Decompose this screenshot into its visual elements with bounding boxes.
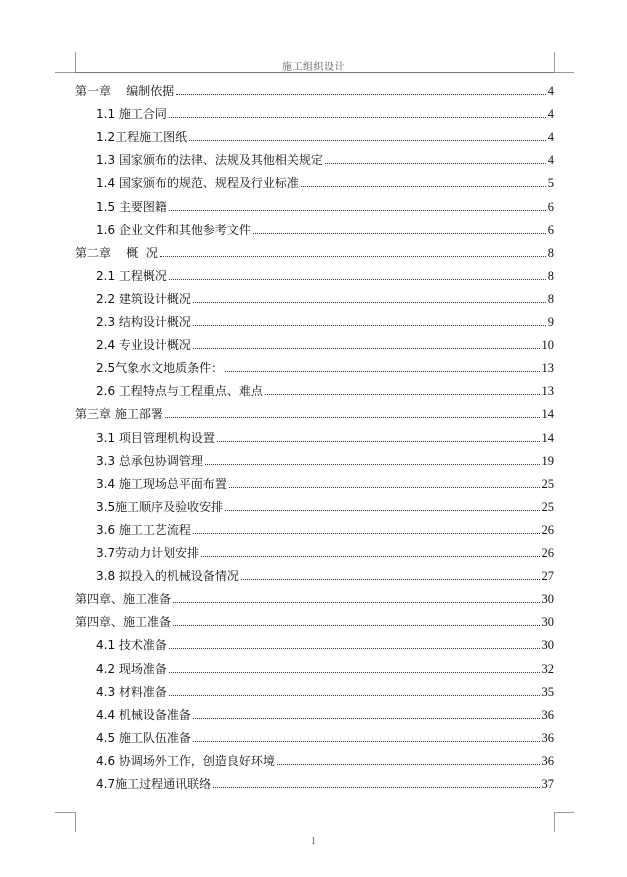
toc-dot-leader: [225, 371, 539, 372]
page-header-title: 施工组织设计: [282, 62, 345, 73]
toc-entry[interactable]: [96, 146, 554, 168]
toc-entry-label: 3.8 拟投入的机械设备情况: [96, 569, 239, 584]
toc-entry-page: 6: [547, 199, 554, 214]
toc-entry-label: 2.4 专业设计概况: [96, 338, 191, 353]
toc-entry-page: 4: [547, 130, 554, 145]
toc-entry-label: 3.6 施工工艺流程: [96, 522, 191, 537]
toc-entry-label: 第三章 施工部署: [75, 407, 163, 422]
toc-entry[interactable]: [96, 562, 554, 584]
toc-dot-leader: [173, 625, 539, 626]
page-number: 1: [311, 836, 316, 847]
toc-entry[interactable]: [96, 216, 554, 238]
toc-entry-label: 2.2 建筑设计概况: [96, 291, 191, 306]
toc-entry-page: 8: [547, 245, 554, 260]
toc-dot-leader: [169, 210, 546, 211]
toc-entry-label: 1.5 主要图籍: [96, 199, 167, 214]
toc-dot-leader: [325, 163, 546, 164]
toc-entry[interactable]: [96, 747, 554, 769]
toc-entry-label: 4.5 施工队伍准备: [96, 730, 191, 745]
toc-dot-leader: [225, 510, 539, 511]
toc-entry-label: 1.6 企业文件和其他参考文件: [96, 222, 251, 237]
toc-entry-page: 32: [541, 661, 554, 676]
crop-mark: [55, 812, 75, 813]
toc-dot-leader: [169, 648, 540, 649]
toc-dot-leader: [241, 579, 540, 580]
toc-entry-page: 5: [547, 176, 554, 191]
toc-dot-leader: [189, 140, 546, 141]
toc-entry[interactable]: [96, 701, 554, 723]
header-rule: [75, 72, 554, 73]
toc-entry-label: 3.5施工顺序及验收安排: [96, 499, 224, 514]
toc-entry-label: 1.3 国家颁布的法律、法规及其他相关规定: [96, 153, 323, 168]
toc-entry-page: 13: [541, 384, 554, 399]
toc-entry[interactable]: [96, 770, 554, 792]
toc-dot-leader: [265, 394, 540, 395]
toc-entry-label: 4.2 现场准备: [96, 661, 167, 676]
toc-entry[interactable]: [96, 308, 554, 330]
crop-mark: [554, 812, 574, 813]
toc-entry[interactable]: [96, 631, 554, 653]
toc-entry[interactable]: [75, 585, 554, 607]
toc-dot-leader: [169, 672, 540, 673]
toc-entry-label: 2.1 工程概况: [96, 268, 167, 283]
toc-entry-label: 4.1 技术准备: [96, 638, 167, 653]
toc-entry-page: 9: [547, 315, 554, 329]
toc-entry-page: 13: [541, 361, 554, 376]
toc-dot-leader: [193, 533, 540, 534]
toc-entry-page: 25: [541, 499, 554, 514]
toc-entry-label: 2.5气象水文地质条件：: [96, 361, 224, 376]
toc-entry-page: 4: [547, 107, 554, 122]
toc-entry-page: 6: [547, 222, 554, 237]
toc-dot-leader: [193, 741, 540, 742]
toc-entry-label: 1.4 国家颁布的规范、规程及行业标准: [96, 176, 299, 191]
toc-entry[interactable]: [96, 516, 554, 538]
toc-dot-leader: [217, 441, 540, 442]
toc-entry-label: 1.2工程施工图纸: [96, 130, 188, 145]
toc-dot-leader: [169, 117, 546, 118]
toc-entry[interactable]: [96, 447, 554, 469]
toc-entry-page: 37: [541, 777, 554, 791]
toc-entry[interactable]: [96, 424, 554, 446]
toc-entry-page: 27: [541, 569, 554, 584]
toc-dot-leader: [193, 302, 546, 303]
toc-entry-page: 4: [547, 84, 554, 98]
toc-dot-leader: [193, 325, 546, 326]
toc-dot-leader: [176, 94, 545, 95]
toc-entry[interactable]: [96, 285, 554, 307]
toc-entry-label: 2.3 结构设计概况: [96, 315, 191, 329]
toc-entry[interactable]: [96, 655, 554, 677]
toc-entry-page: 4: [547, 153, 554, 168]
toc-dot-leader: [169, 279, 546, 280]
toc-entry-label: 第四章、施工准备: [75, 615, 172, 630]
toc-dot-leader: [205, 464, 540, 465]
toc-entry[interactable]: [96, 678, 554, 700]
toc-dot-leader: [160, 256, 546, 257]
toc-entry-label: 1.1 施工合同: [96, 107, 167, 122]
toc-entry[interactable]: [75, 400, 554, 422]
toc-entry-label: 3.4 施工现场总平面布置: [96, 476, 227, 491]
toc-entry-label: 4.3 材料准备: [96, 684, 167, 699]
toc-entry[interactable]: [96, 377, 554, 399]
toc-dot-leader: [213, 787, 539, 788]
toc-entry[interactable]: [96, 539, 554, 561]
toc-entry-page: 26: [541, 546, 554, 560]
toc-dot-leader: [169, 695, 540, 696]
toc-entry-page: 30: [541, 592, 554, 607]
toc-entry-page: 19: [541, 453, 554, 468]
toc-entry-page: 36: [541, 753, 554, 768]
toc-entry-page: 8: [547, 268, 554, 283]
toc-entry-page: 14: [541, 407, 554, 422]
toc-dot-leader: [253, 233, 546, 234]
toc-dot-leader: [193, 348, 540, 349]
toc-entry[interactable]: [96, 193, 554, 215]
toc-entry-label: 4.4 机械设备准备: [96, 707, 191, 722]
toc-entry[interactable]: [75, 77, 554, 99]
toc-entry[interactable]: [96, 262, 554, 284]
toc-entry[interactable]: [96, 331, 554, 353]
crop-mark: [75, 812, 76, 832]
toc-dot-leader: [229, 487, 540, 488]
toc-dot-leader: [193, 718, 540, 719]
toc-entry-label: 3.1 项目管理机构设置: [96, 430, 215, 445]
toc-entry-label: 3.3 总承包协调管理: [96, 453, 203, 468]
toc-entry[interactable]: [96, 470, 554, 492]
toc-entry[interactable]: [96, 724, 554, 746]
toc-entry-page: 36: [541, 730, 554, 745]
toc-entry-label: 3.7劳动力计划安排: [96, 546, 200, 560]
toc-entry-page: 10: [541, 338, 554, 353]
toc-entry[interactable]: [75, 239, 554, 261]
toc-entry[interactable]: [96, 354, 554, 376]
toc-entry-label: 第二章 概 况: [75, 245, 158, 260]
toc-entry-label: 4.7施工过程通讯联络: [96, 777, 212, 791]
toc-entry-page: 30: [541, 615, 554, 630]
toc-entry-label: 第四章、施工准备: [75, 592, 172, 607]
toc-entry[interactable]: [75, 608, 554, 630]
toc-entry-page: 14: [541, 430, 554, 445]
toc-entry-label: 2.6 工程特点与工程重点、难点: [96, 384, 263, 399]
toc-entry-page: 25: [541, 476, 554, 491]
toc-entry[interactable]: [96, 169, 554, 191]
toc-entry-page: 26: [541, 522, 554, 537]
toc-dot-leader: [173, 602, 539, 603]
toc-entry-page: 30: [541, 638, 554, 653]
toc-entry-label: 4.6 协调场外工作，创造良好环境: [96, 753, 275, 768]
toc-entry-page: 35: [541, 684, 554, 699]
toc-entry[interactable]: [96, 123, 554, 145]
crop-mark: [554, 812, 555, 832]
toc-entry[interactable]: [96, 493, 554, 515]
toc-entry[interactable]: [96, 100, 554, 122]
toc-entry-page: 36: [541, 707, 554, 722]
toc-dot-leader: [301, 186, 546, 187]
toc-dot-leader: [201, 556, 539, 557]
toc-dot-leader: [165, 417, 540, 418]
toc-entry-page: 8: [547, 291, 554, 306]
toc-dot-leader: [277, 764, 540, 765]
toc-entry-label: 第一章 编制依据: [75, 84, 175, 98]
